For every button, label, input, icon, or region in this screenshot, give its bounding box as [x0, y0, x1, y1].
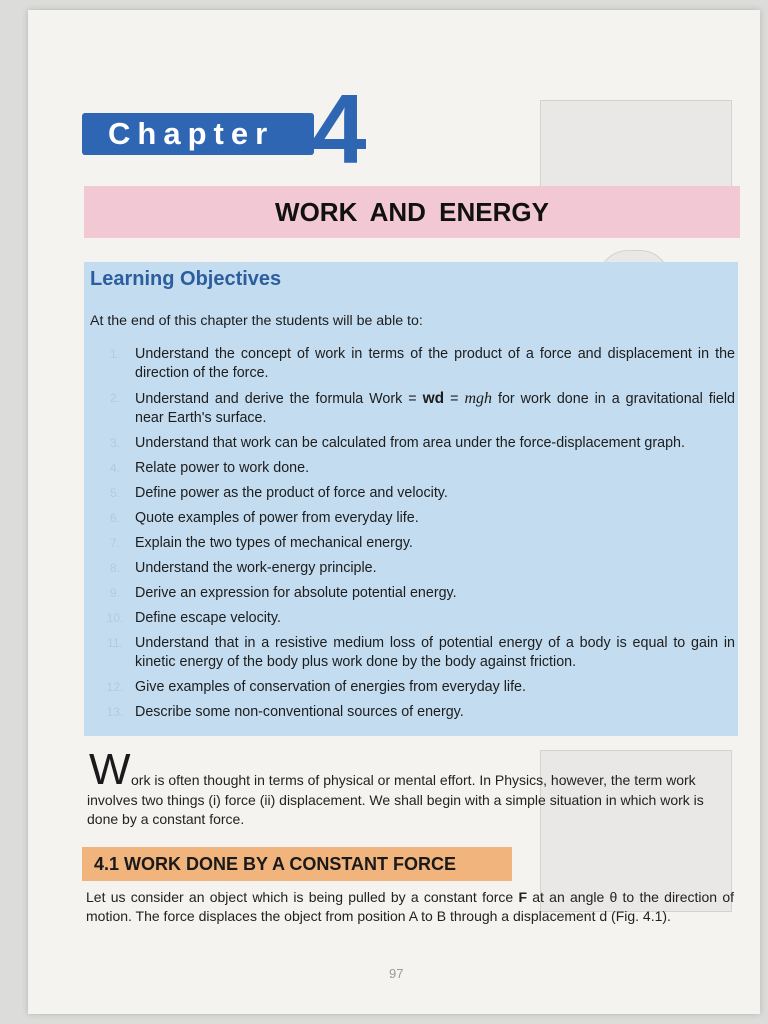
- formula-mgh: mgh: [464, 390, 493, 407]
- drop-cap: W: [89, 745, 131, 794]
- objective-item: [95, 609, 735, 628]
- objective-text: Describe some non-conventional sources of energy.: [135, 704, 464, 720]
- learning-objectives-list: [95, 345, 735, 728]
- objective-item: [95, 534, 735, 553]
- objective-number: 9.: [109, 586, 120, 600]
- objective-number: 8.: [109, 561, 120, 575]
- objective-text: Define power as the product of force and velocity.: [135, 485, 448, 501]
- objective-item: [95, 509, 735, 528]
- objective-item: [95, 634, 735, 672]
- chapter-title: WORK AND ENERGY: [275, 197, 549, 227]
- objective-item: [95, 703, 735, 722]
- objective-item: [95, 678, 735, 697]
- objective-number: 10.: [106, 611, 124, 625]
- show-through-figure: [540, 100, 732, 192]
- page-number: 97: [389, 966, 404, 981]
- section-paragraph: Let us consider an object which is being pulled by a constant force F at an angle θ to the direction of motion. The force displaces the object from position A to B through a displacement d (Fig. 4.1).: [86, 889, 735, 924]
- objective-text: Define escape velocity.: [135, 610, 281, 626]
- objective-number: 3.: [109, 436, 120, 450]
- objective-number: 5.: [109, 486, 120, 500]
- objective-item: [95, 559, 735, 578]
- objective-number: 13.: [106, 705, 124, 719]
- objective-item: [95, 584, 735, 603]
- objective-number: 2.: [109, 391, 120, 405]
- objective-number: 11.: [107, 636, 123, 650]
- objective-number: 1.: [109, 347, 120, 361]
- intro-paragraph: ork is often thought in terms of physical or mental effort. In Physics, however, the term work involves two things (i) force (ii) displacement. We shall begin with a simple situation in which work is done by a constant force.: [87, 772, 704, 827]
- objective-number: 6.: [109, 511, 120, 525]
- force-symbol: F: [518, 889, 528, 905]
- learning-objectives-intro: At the end of this chapter the students will be able to:: [90, 313, 423, 329]
- objective-number: 12.: [106, 680, 124, 694]
- objective-item: [95, 484, 735, 503]
- objective-text: Quote examples of power from everyday life.: [135, 510, 419, 526]
- objective-item: [95, 434, 735, 453]
- objective-text: Give examples of conservation of energies from everyday life.: [135, 679, 526, 695]
- objective-text: Understand the concept of work in terms of the product of a force and displacement in the direction of the force.: [135, 346, 735, 381]
- objective-text: Derive an expression for absolute potential energy.: [135, 585, 457, 601]
- objective-text: Understand that work can be calculated from area under the force-displacement graph.: [135, 435, 685, 451]
- objective-text: Relate power to work done.: [135, 460, 310, 476]
- learning-objectives-heading: Learning Objectives: [90, 268, 282, 290]
- objective-text: Understand the work-energy principle.: [135, 560, 377, 576]
- formula-wd: wd: [422, 390, 445, 407]
- objective-text: Explain the two types of mechanical energy.: [135, 535, 413, 551]
- chapter-label: Chapter: [108, 116, 275, 151]
- chapter-number: 4: [312, 74, 367, 184]
- objective-item: [95, 459, 735, 478]
- objective-text: Understand that in a resistive medium loss of potential energy of a body is equal to gain in kinetic energy of the body plus work done by the body against friction.: [135, 635, 735, 670]
- objective-item: [95, 345, 735, 383]
- objective-number: 4.: [109, 461, 120, 475]
- objective-number: 7.: [109, 536, 120, 550]
- section-heading: 4.1 WORK DONE BY A CONSTANT FORCE: [94, 854, 457, 874]
- objective-item: [95, 389, 735, 428]
- objective-text: Understand and derive the formula Work = wd = mgh for work done in a gravitational field near Earth's surface.: [135, 390, 735, 426]
